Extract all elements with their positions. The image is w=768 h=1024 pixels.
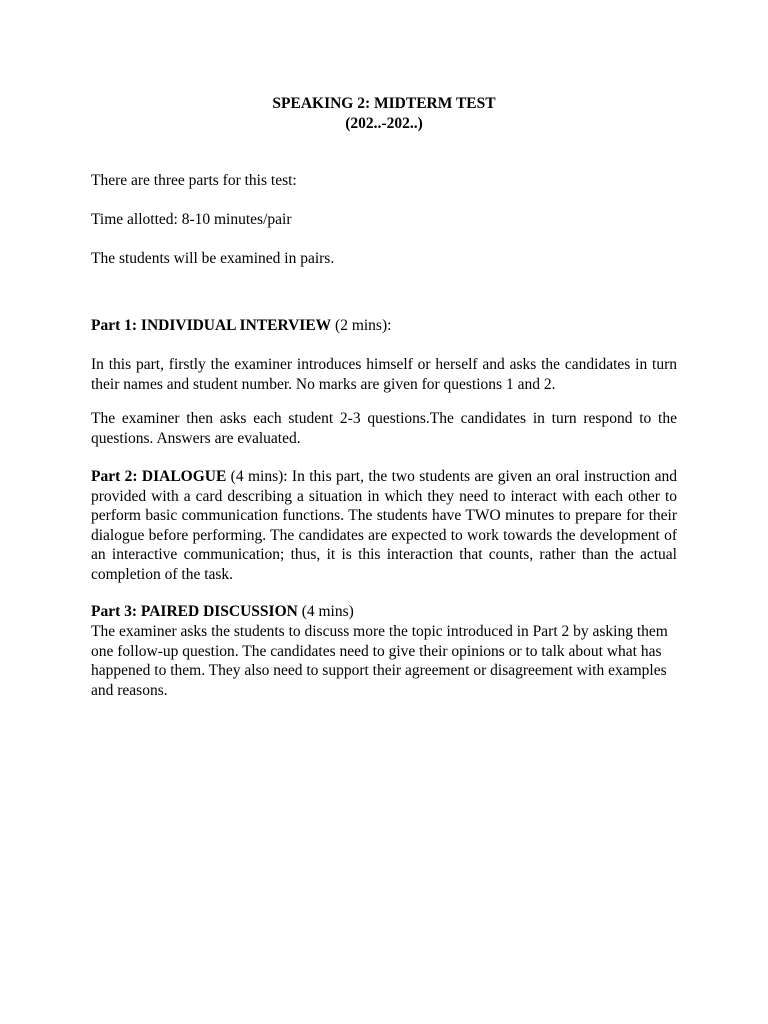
part1-paragraph-2: The examiner then asks each student 2-3 questions.The candidates in turn respond to the questions. Answers are evaluated. bbox=[91, 410, 677, 447]
part3-heading-line bbox=[91, 602, 677, 622]
intro-parts-line: There are three parts for this test: bbox=[91, 172, 297, 189]
part3-paragraph: The examiner asks the students to discuss more the topic introduced in Part 2 by asking them one follow-up question. The candidates need to give their opinions or to talk about what has happened to them. They also need to support their agreement or disagreement with examples and reasons. bbox=[91, 623, 668, 699]
part1-heading-line bbox=[91, 316, 677, 336]
intro-pairs-line: The students will be examined in pairs. bbox=[91, 250, 335, 267]
document-title bbox=[0, 94, 768, 133]
part1-duration: (2 mins): bbox=[331, 317, 392, 334]
part2-body: (4 mins): In this part, the two students are given an oral instruction and provided with a card describing a situation in which they need to interact with each other to perform basic communication functions. The students have TWO minutes to prepare for their dialogue before performing. The candidates are expected to work towards the development of an interactive communication; thus, it is this interaction that counts, rather than the actual completion of the task. bbox=[91, 468, 677, 583]
part1-heading: Part 1: INDIVIDUAL INTERVIEW bbox=[91, 317, 332, 334]
intro-time-line: Time allotted: 8-10 minutes/pair bbox=[91, 211, 292, 228]
part2-paragraph bbox=[91, 467, 677, 584]
title-line-2: (202..-202..) bbox=[345, 114, 423, 132]
part3-heading: Part 3: PAIRED DISCUSSION bbox=[91, 603, 298, 620]
part3-duration: (4 mins) bbox=[297, 603, 354, 620]
title-line-1: SPEAKING 2: MIDTERM TEST bbox=[272, 95, 496, 112]
part2-heading: Part 2: DIALOGUE bbox=[91, 468, 227, 485]
part1-paragraph-1: In this part, firstly the examiner introduces himself or herself and asks the candidates in turn their names and student number. No marks are given for questions 1 and 2. bbox=[91, 356, 677, 393]
